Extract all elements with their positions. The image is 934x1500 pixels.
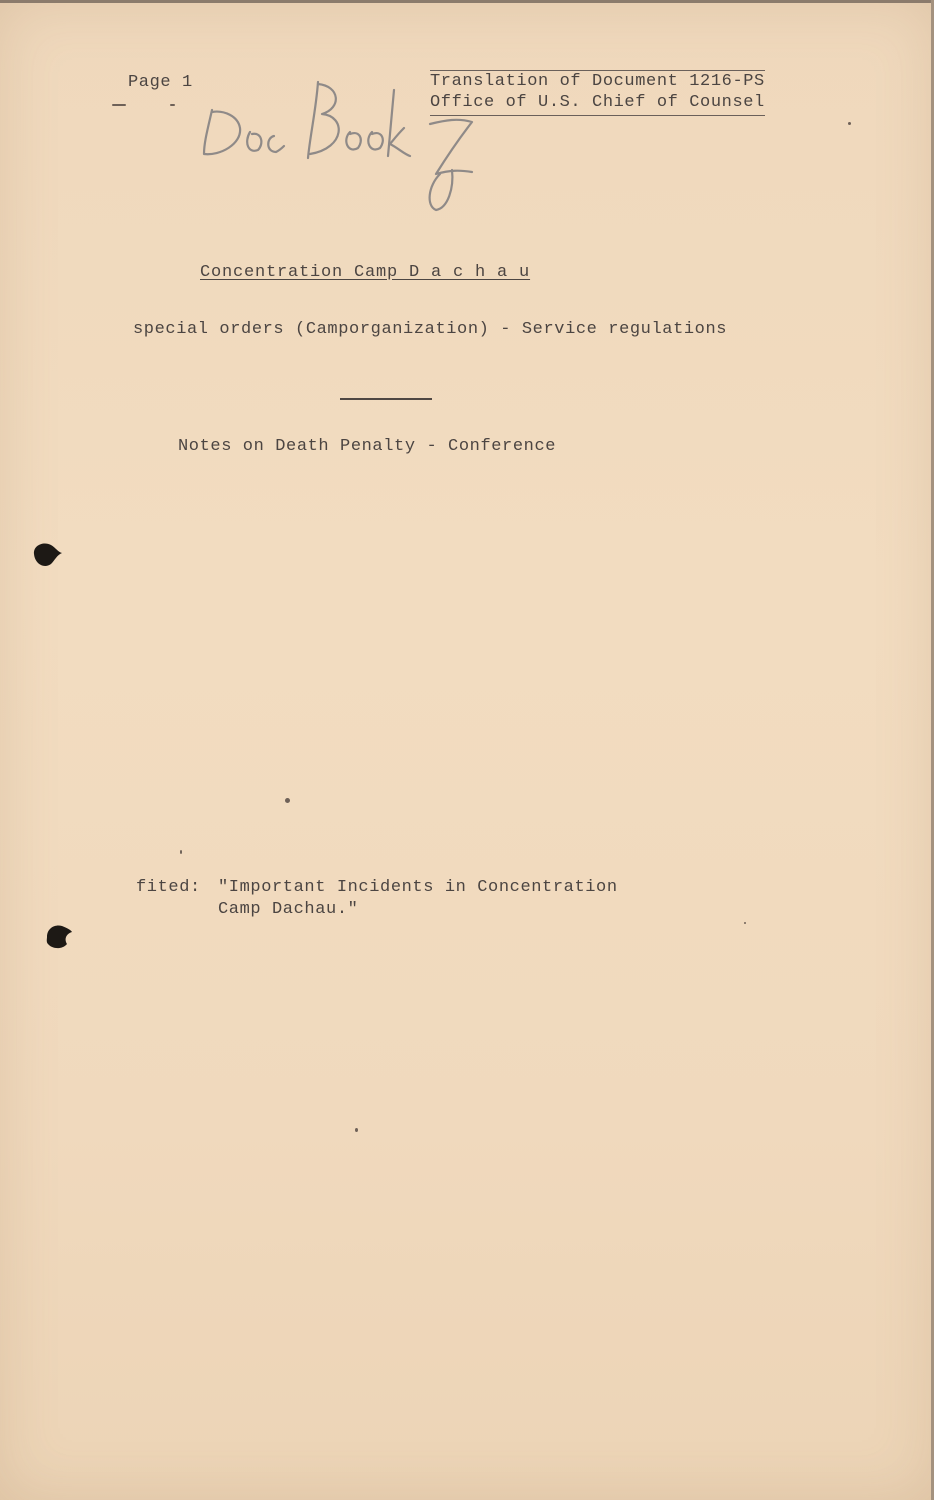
paper-speck	[744, 922, 746, 924]
page-edge-top	[0, 0, 934, 3]
header-translation-line: Translation of Document 1216-PS	[430, 72, 765, 91]
paper-mark	[170, 104, 175, 106]
paper-speck	[285, 798, 290, 803]
notes-title: Notes on Death Penalty - Conference	[178, 437, 557, 456]
handwritten-doc-book-note	[190, 70, 490, 220]
page-number: Page 1	[128, 73, 193, 92]
paper-mark	[112, 104, 126, 106]
cited-source-line-1: "Important Incidents in Concentration	[218, 878, 618, 897]
header-office-line: Office of U.S. Chief of Counsel	[430, 93, 765, 112]
document-subtitle: special orders (Camporganization) - Service regulations	[133, 320, 728, 339]
paper-speck	[848, 122, 851, 125]
cited-source-line-2: Camp Dachau."	[218, 900, 359, 919]
punch-hole-bottom	[44, 922, 74, 952]
camp-title: Concentration Camp D a c h a u	[200, 263, 531, 282]
cited-label: fited:	[136, 878, 201, 897]
paper-speck	[355, 1128, 358, 1132]
section-divider	[340, 398, 432, 400]
punch-hole-top	[30, 540, 64, 570]
paper-speck	[180, 850, 182, 854]
